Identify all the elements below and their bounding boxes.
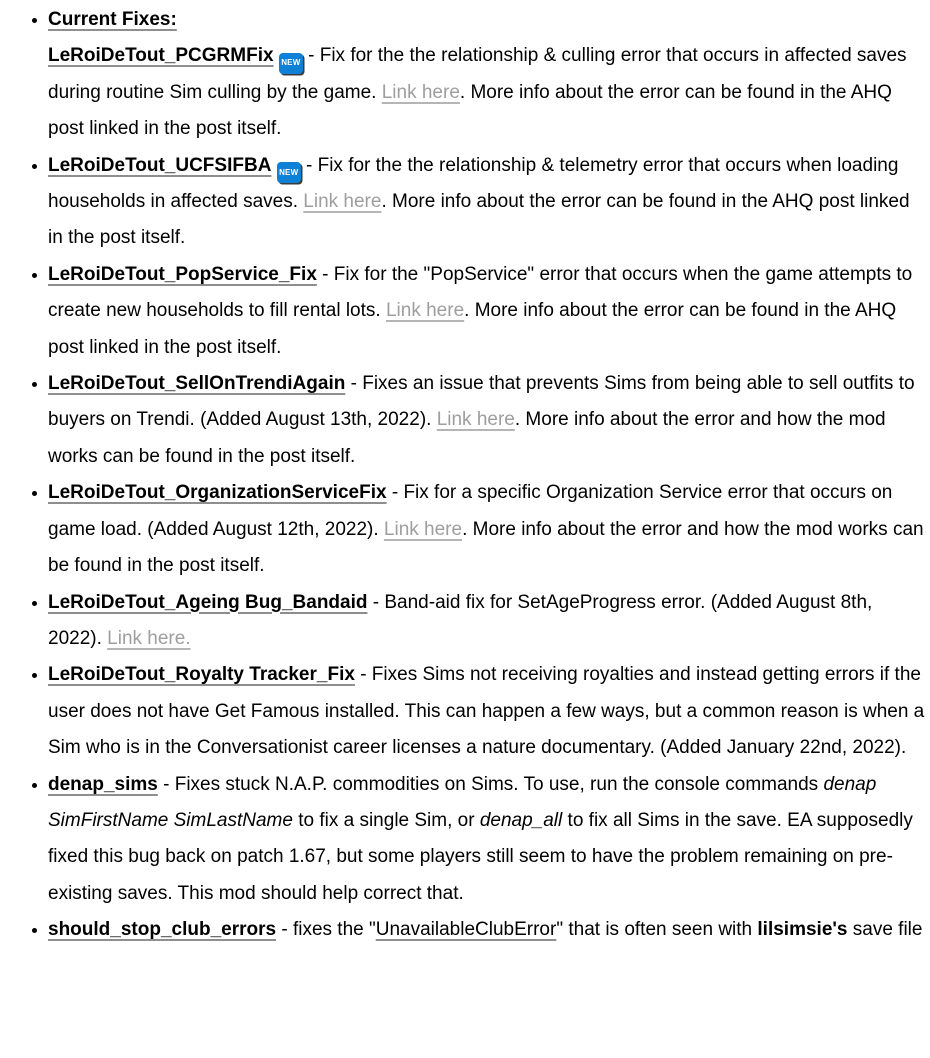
new-badge-icon: NEW [277, 162, 301, 183]
console-command-text: denap SimFirstName SimLastName [48, 773, 877, 831]
text [271, 155, 276, 176]
list-item-should-stop-club-errors [48, 912, 928, 948]
list-item-current-fixes [48, 2, 928, 148]
link-here[interactable]: Link here [303, 191, 382, 213]
paragraph [48, 2, 928, 38]
text: . More info about the error can be found in the AHQ post linked in the post itself. [48, 81, 892, 140]
text: . More info about the error and how the mod works can be found in the post itself. [48, 518, 924, 577]
link-here[interactable]: Link here [381, 81, 460, 103]
mod-link-royalty-tracker-fix[interactable]: LeRoiDeTout_Royalty Tracker_Fix [48, 664, 355, 686]
list-item-organizationservicefix [48, 475, 928, 584]
text: - Fix for the the relationship & culling error that occurs in affected saves during routine Sim culling by the game. [48, 45, 907, 103]
paragraph [48, 585, 928, 658]
mod-link-sellontrendiagain[interactable]: LeRoiDeTout_SellOnTrendiAgain [48, 373, 346, 395]
text: . More info about the error and how the mod works can be found in the post itself. [48, 409, 886, 467]
text: save file [847, 919, 923, 941]
text: - fixes the " [276, 919, 376, 941]
link-here[interactable]: Link here [385, 300, 465, 322]
text: to fix a single Sim, or [292, 809, 480, 831]
text: - Fix for the the relationship & telemetry error that occurs when loading households in affected saves. [48, 154, 899, 213]
paragraph [48, 148, 928, 257]
link-here[interactable]: Link here [436, 409, 515, 431]
paragraph [48, 912, 928, 948]
mod-link-popservice-fix[interactable]: LeRoiDeTout_PopService_Fix [48, 263, 317, 285]
paragraph [48, 257, 928, 366]
new-badge-icon: NEW [279, 53, 303, 74]
list-item-popservice-fix [48, 257, 928, 366]
mod-link-ucfsifba[interactable]: LeRoiDeTout_UCFSIFBA [48, 154, 272, 176]
mod-link-denap-sims[interactable]: denap_sims [48, 773, 158, 795]
mod-link-organizationservicefix[interactable]: LeRoiDeTout_OrganizationServiceFix [48, 482, 387, 504]
list-item-denap-sims [48, 767, 928, 913]
text: . More info about the error can be found in the AHQ post linked in the post itself. [48, 300, 897, 358]
fixes-list [0, 2, 930, 949]
text: - Fixes stuck N.A.P. commodities on Sims. To use, run the console commands [157, 773, 824, 795]
text: " that is often seen with [556, 919, 758, 941]
mod-link-ageing-bug-bandaid[interactable]: LeRoiDeTout_Ageing Bug_Bandaid [48, 591, 368, 613]
link-here[interactable]: Link here. [107, 627, 191, 649]
paragraph [48, 366, 928, 475]
list-item-ucfsifba [48, 148, 928, 257]
paragraph [48, 767, 928, 913]
text: . More info about the error can be found in the AHQ post linked in the post itself. [48, 191, 910, 249]
mod-link-current-fixes[interactable]: LeRoiDeTout_PCGRMFix [48, 45, 274, 67]
bold-text: lilsimsie's [757, 919, 848, 941]
text: - Fix for a specific Organization Service error that occurs on game load. (Added August 12th, 2022). [48, 482, 893, 540]
current-fixes-heading[interactable]: Current Fixes: [48, 9, 177, 30]
text: - Band-aid fix for SetAgeProgress error. (Added August 8th, 2022). [48, 591, 873, 649]
link-here[interactable]: Link here [383, 518, 463, 540]
text: - Fix for the "PopService" error that occurs when the game attempts to create new households to fill rental lots. [48, 263, 913, 322]
text: to fix all Sims in the save. EA supposedly fixed this bug back on patch 1.67, but some players still seem to have the problem remaining on pre-existing saves. This mod should help correct that. [48, 809, 913, 904]
console-command-text: denap_all [479, 809, 563, 831]
list-item-sellontrendiagain [48, 366, 928, 475]
inline-link[interactable]: UnavailableClubError [375, 919, 557, 941]
paragraph [48, 38, 928, 147]
text: - Fixes an issue that prevents Sims from being able to sell outfits to buyers on Trendi. (Added August 13th, 2022). [48, 373, 915, 431]
list-item-royalty-tracker-fix [48, 657, 928, 766]
list-item-ageing-bug-bandaid [48, 585, 928, 658]
paragraph [48, 657, 928, 766]
mod-link-should-stop-club-errors[interactable]: should_stop_club_errors [48, 919, 277, 941]
text: - Fixes Sims not receiving royalties and instead getting errors if the user does not have Get Famous installed. This can happen a few ways, but a common reason is when a Sim who is in the Conversationist career licenses a nature documentary. (Added January 22nd, 2022). [48, 664, 925, 759]
paragraph [48, 475, 928, 584]
